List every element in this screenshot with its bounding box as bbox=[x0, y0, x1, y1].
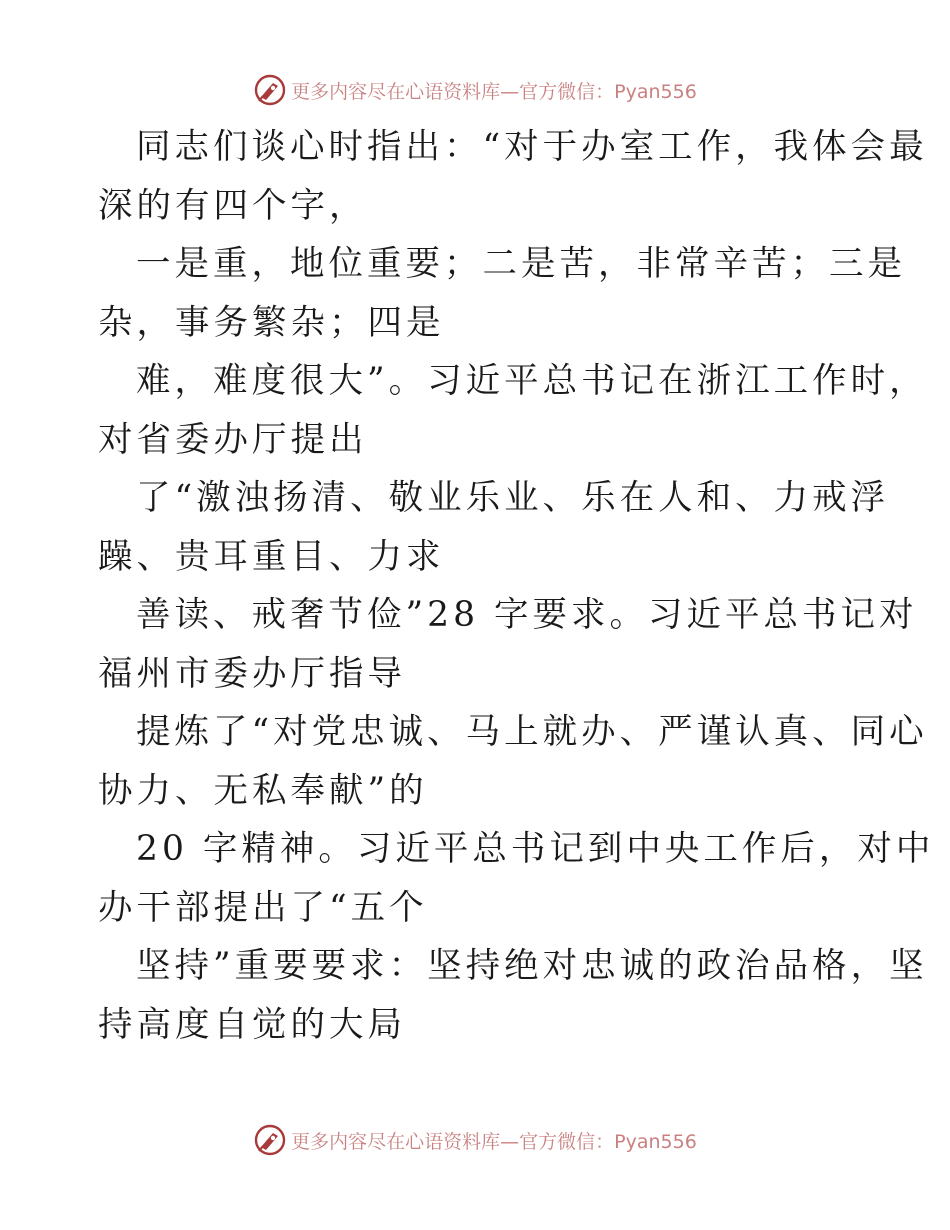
body-line: 难，难度很大”。习近平总书记在浙江工作时， bbox=[136, 361, 928, 401]
body-line: 同志们谈心时指出：“对于办室工作，我体会最 bbox=[136, 127, 928, 167]
body-line: 对省委办厅提出 bbox=[98, 419, 368, 460]
body-line: 坚持”重要要求：坚持绝对忠诚的政治品格，坚 bbox=[136, 946, 928, 986]
body-line: 善读、戒奢节俭”28 字要求。习近平总书记对 bbox=[136, 595, 918, 635]
body-line: 一是重，地位重要；二是苦，非常辛苦；三是 bbox=[136, 244, 906, 284]
body-line: 持高度自觉的大局 bbox=[98, 1004, 406, 1045]
body-line: 20 字精神。习近平总书记到中央工作后，对中 bbox=[136, 829, 935, 869]
body-line: 提炼了“对党忠诚、马上就办、严谨认真、同心 bbox=[136, 712, 928, 752]
body-line: 了“激浊扬清、敬业乐业、乐在人和、力戒浮 bbox=[136, 478, 890, 518]
body-line: 躁、贵耳重目、力求 bbox=[98, 536, 445, 577]
pen-nib-logo-icon bbox=[253, 73, 287, 107]
body-line: 福州市委办厅指导 bbox=[98, 653, 406, 694]
body-line: 协力、无私奉献”的 bbox=[98, 770, 428, 811]
header-banner-text: 更多内容尽在心语资料库—官方微信：Pyan556 bbox=[291, 80, 697, 103]
body-line: 杂，事务繁杂；四是 bbox=[98, 302, 445, 343]
footer-banner-text: 更多内容尽在心语资料库—官方微信：Pyan556 bbox=[291, 1130, 697, 1153]
body-line: 深的有四个字， bbox=[98, 185, 368, 226]
header-banner bbox=[0, 70, 950, 110]
pen-nib-logo-icon bbox=[253, 1123, 287, 1157]
body-line: 办干部提出了“五个 bbox=[98, 887, 428, 928]
footer-banner bbox=[0, 1120, 950, 1160]
document-body bbox=[98, 118, 935, 1054]
